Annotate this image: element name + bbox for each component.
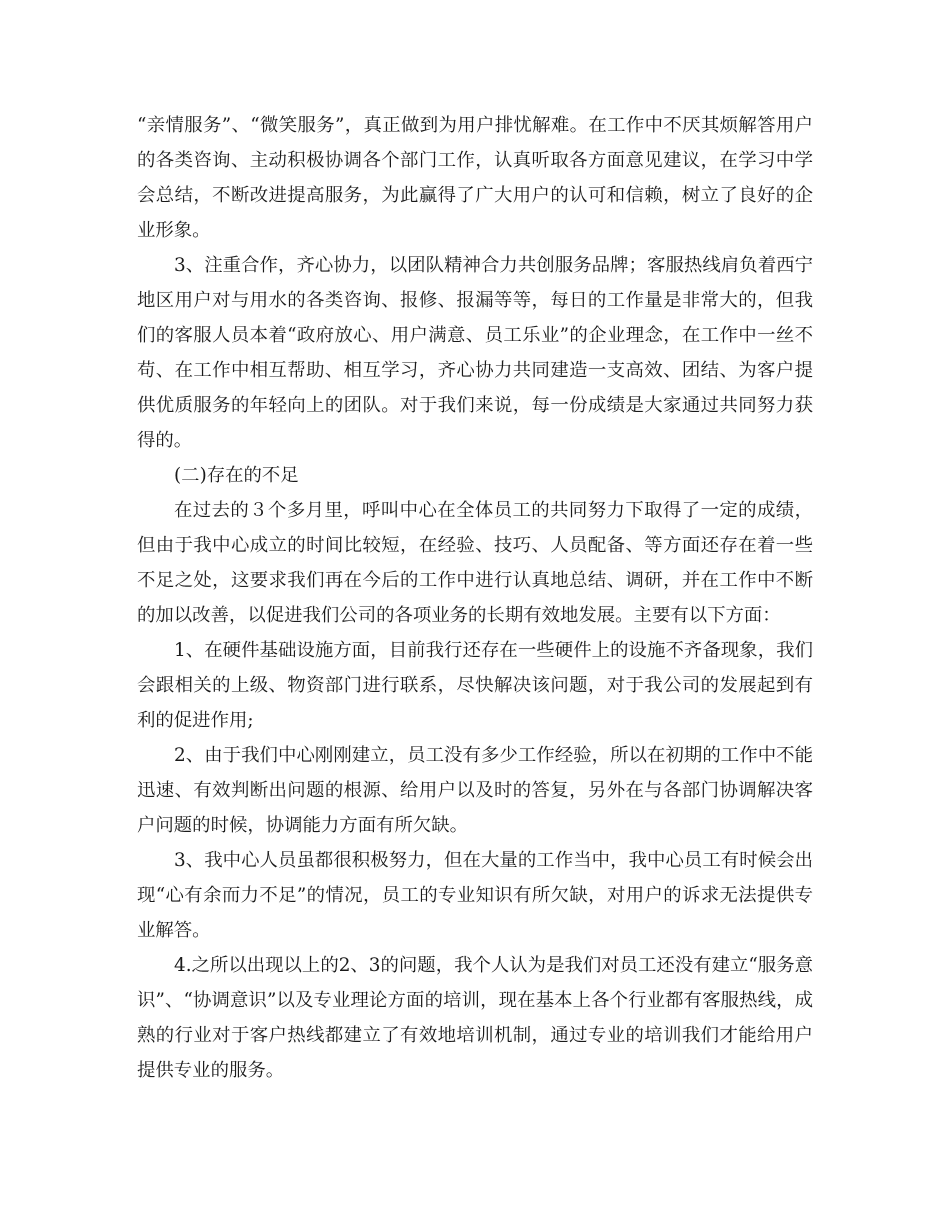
paragraph-shortcoming-4: 4.之所以出现以上的2、3的问题，我个人认为是我们对员工还没有建立“服务意识”、“协调意识”以及专业理论方面的培训，现在基本上各个行业都有客服热线，成熟的行业对于客户热线都建立了有效地培训机制，通过专业的培训我们才能给用户提供专业的服务。 xyxy=(137,955,813,1081)
document-body xyxy=(137,108,813,1088)
paragraph-shortcoming-1: 1、在硬件基础设施方面，目前我行还存在一些硬件上的设施不齐备现象，我们会跟相关的上级、物资部门进行联系，尽快解决该问题，对于我公司的发展起到有利的促进作用; xyxy=(137,640,813,731)
paragraph-shortcoming-3: 3、我中心人员虽都很积极努力，但在大量的工作当中，我中心员工有时候会出现“心有余而力不足”的情况，员工的专业知识有所欠缺，对用户的诉求无法提供专业解答。 xyxy=(137,850,813,941)
paragraph-teamwork: 3、注重合作，齐心协力，以团队精神合力共创服务品牌；客服热线肩负着西宁地区用户对与用水的各类咨询、报修、报漏等等，每日的工作量是非常大的，但我们的客服人员本着“政府放心、用户满意、员工乐业”的企业理念，在工作中一丝不苟、在工作中相互帮助、相互学习，齐心协力共同建造一支高效、团结、为客户提供优质服务的年轻向上的团队。对于我们来说，每一份成绩是大家通过共同努力获得的。 xyxy=(137,255,813,451)
section-heading-shortcomings: (二)存在的不足 xyxy=(174,465,299,486)
paragraph-shortcomings-intro: 在过去的３个多月里，呼叫中心在全体员工的共同努力下取得了一定的成绩，但由于我中心成立的时间比较短，在经验、技巧、人员配备、等方面还存在着一些不足之处，这要求我们再在今后的工作中进行认真地总结、调研，并在工作中不断的加以改善，以促进我们公司的各项业务的长期有效地发展。主要有以下方面： xyxy=(137,500,813,626)
paragraph-service-attitude: “亲情服务”、“微笑服务”，真正做到为用户排忧解难。在工作中不厌其烦解答用户的各类咨询、主动积极协调各个部门工作，认真听取各方面意见建议，在学习中学会总结，不断改进提高服务，为此赢得了广大用户的认可和信赖，树立了良好的企业形象。 xyxy=(137,115,813,241)
paragraph-shortcoming-2: 2、由于我们中心刚刚建立，员工没有多少工作经验，所以在初期的工作中不能迅速、有效判断出问题的根源、给用户以及时的答复，另外在与各部门协调解决客户问题的时候，协调能力方面有所欠缺。 xyxy=(137,745,813,836)
